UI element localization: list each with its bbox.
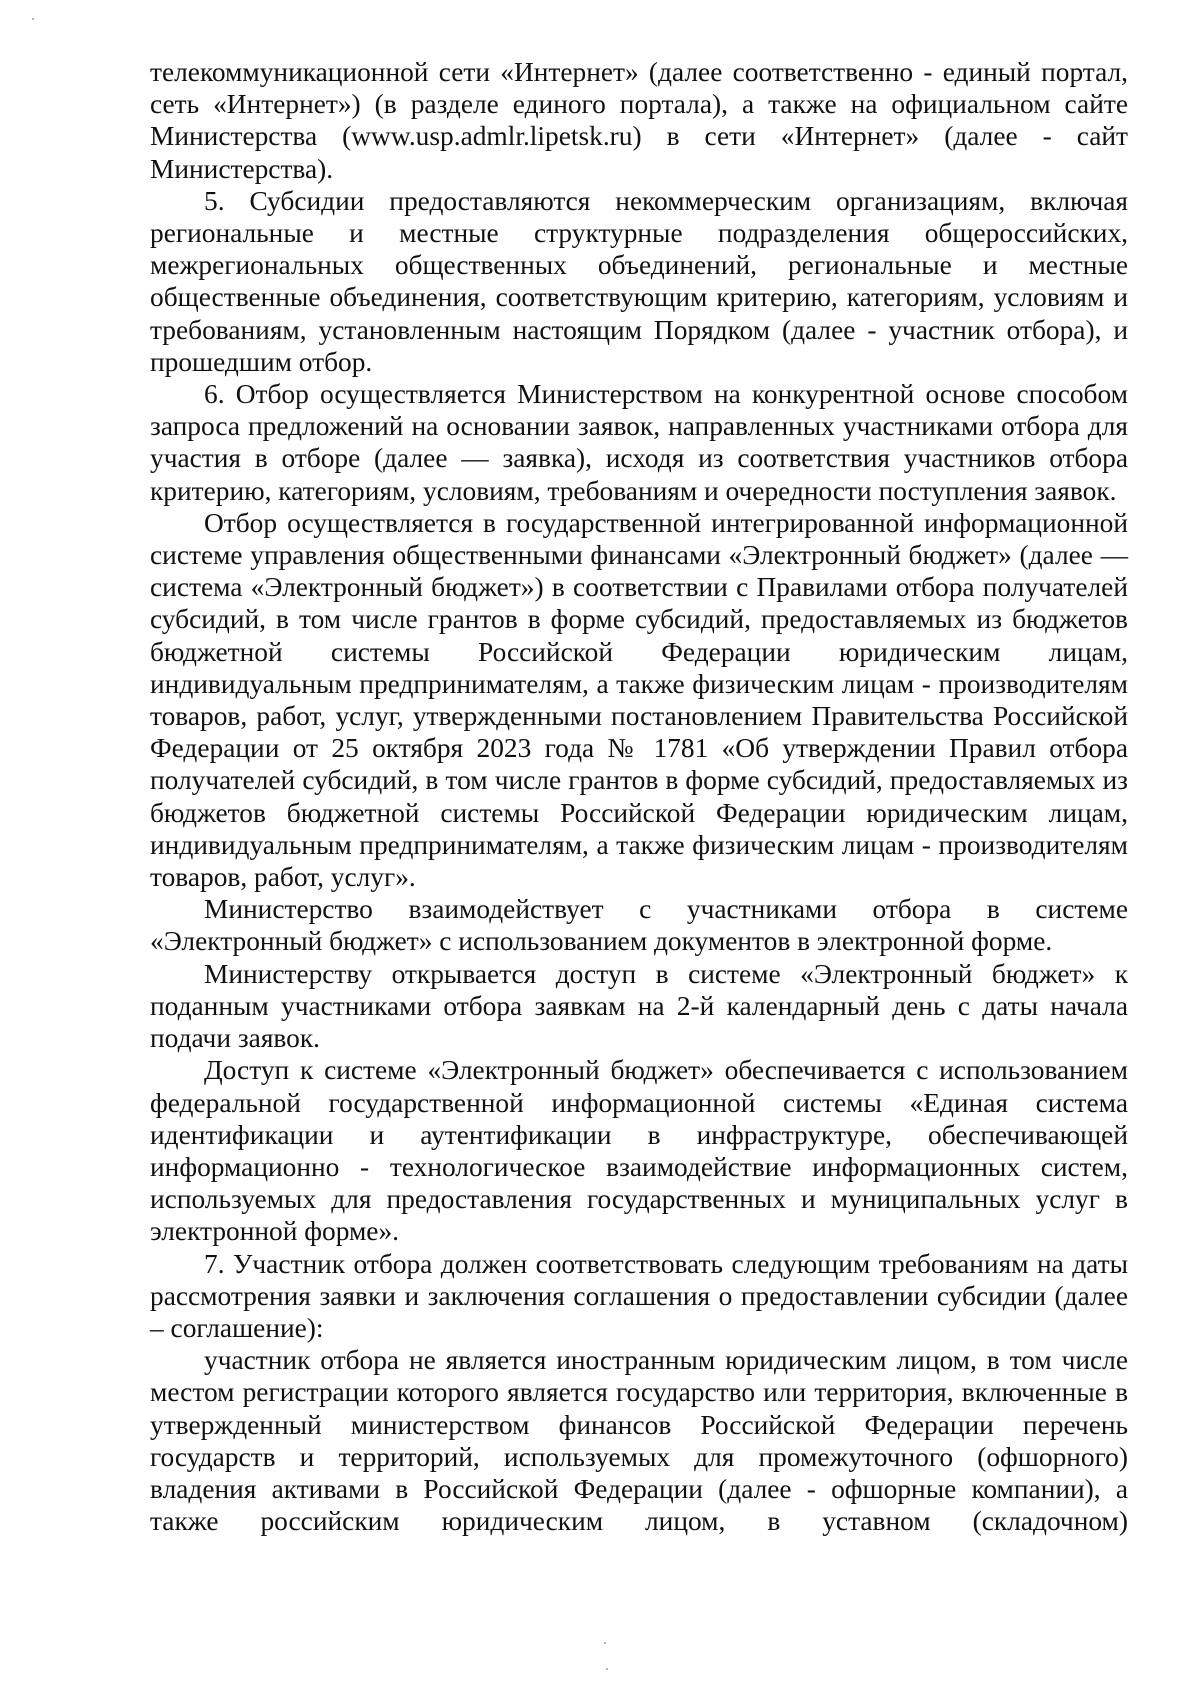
paragraph-item-7: 7. Участник отбора должен соответствовать следующим требованиям на даты рассмотрения заявки и заключения соглашения о предоставлении субсидии (далее – соглашение): (150, 1248, 1128, 1343)
document-page (150, 56, 1128, 1537)
paragraph-system-access: Доступ к системе «Электронный бюджет» обеспечивается с использованием федеральной государственной информационной системы «Единая система идентификации и аутентификации в инфраструктуре, обеспечивающей информационно - технологическое взаимодействие информационных систем, используемых для предоставления государственных и муниципальных услуг в электронной форме». (150, 1055, 1128, 1247)
paragraph-requirement-foreign: участник отбора не является иностранным юридическим лицом, в том числе местом регистрации которого является государство или территория, включенные в утвержденный министерством финансов Российской Федерации перечень государств и территорий, используемых для промежуточного (офшорного) владения активами в Российской Федерации (далее - офшорные компании), а также российским юридическим лицом, в уставном (складочном) (150, 1345, 1128, 1537)
scan-speck (606, 1668, 608, 1670)
paragraph-selection-system: Отбор осуществляется в государственной интегрированной информационной системе управления общественными финансами «Электронный бюджет» (далее — система «Электронный бюджет») в соответствии с Правилами отбора получателей субсидий, в том числе грантов в форме субсидий, предоставляемых из бюджетов бюджетной системы Российской Федерации юридическим лицам, индивидуальным предпринимателям, а также физическим лицам - производителям товаров, работ, услуг, утвержденными постановлением Правительства Российской Федерации от 25 октября 2023 года № 1781 «Об утверждении Правил отбора получателей субсидий, в том числе грантов в форме субсидий, предоставляемых из бюджетов бюджетной системы Российской Федерации юридическим лицам, индивидуальным предпринимателям, а также физическим лицам - производителям товаров, работ, услуг». (150, 507, 1128, 893)
paragraph-ministry-access: Министерству открывается доступ в системе «Электронный бюджет» к поданным участниками отбора заявкам на 2-й календарный день с даты начала подачи заявок. (150, 958, 1128, 1054)
paragraph-ministry-interaction: Министерство взаимодействует с участниками отбора в системе «Электронный бюджет» с использованием документов в электронной форме. (150, 894, 1128, 957)
scan-speck (604, 1642, 606, 1644)
paragraph-item-5: 5. Субсидии предоставляются некоммерческим организациям, включая региональные и местные структурные подразделения общероссийских, межрегиональных общественных объединений, региональные и местные общественные объединения, соответствующим критерию, категориям, условиям и требованиям, установленным настоящим Порядком (далее - участник отбора), и прошедшим отбор. (150, 185, 1128, 377)
paragraph-continuation: телекоммуникационной сети «Интернет» (далее соответственно - единый портал, сеть «Интернет») (в разделе единого портала), а также на официальном сайте Министерства (www.usp.admlr.lipetsk.ru) в сети «Интернет» (далее - сайт Министерства). (150, 57, 1128, 184)
paragraph-item-6: 6. Отбор осуществляется Министерством на конкурентной основе способом запроса предложений на основании заявок, направленных участниками отбора для участия в отборе (далее — заявка), исходя из соответствия участников отбора критерию, категориям, условиям, требованиям и очередности поступления заявок. (150, 379, 1128, 506)
scan-speck (32, 18, 34, 20)
